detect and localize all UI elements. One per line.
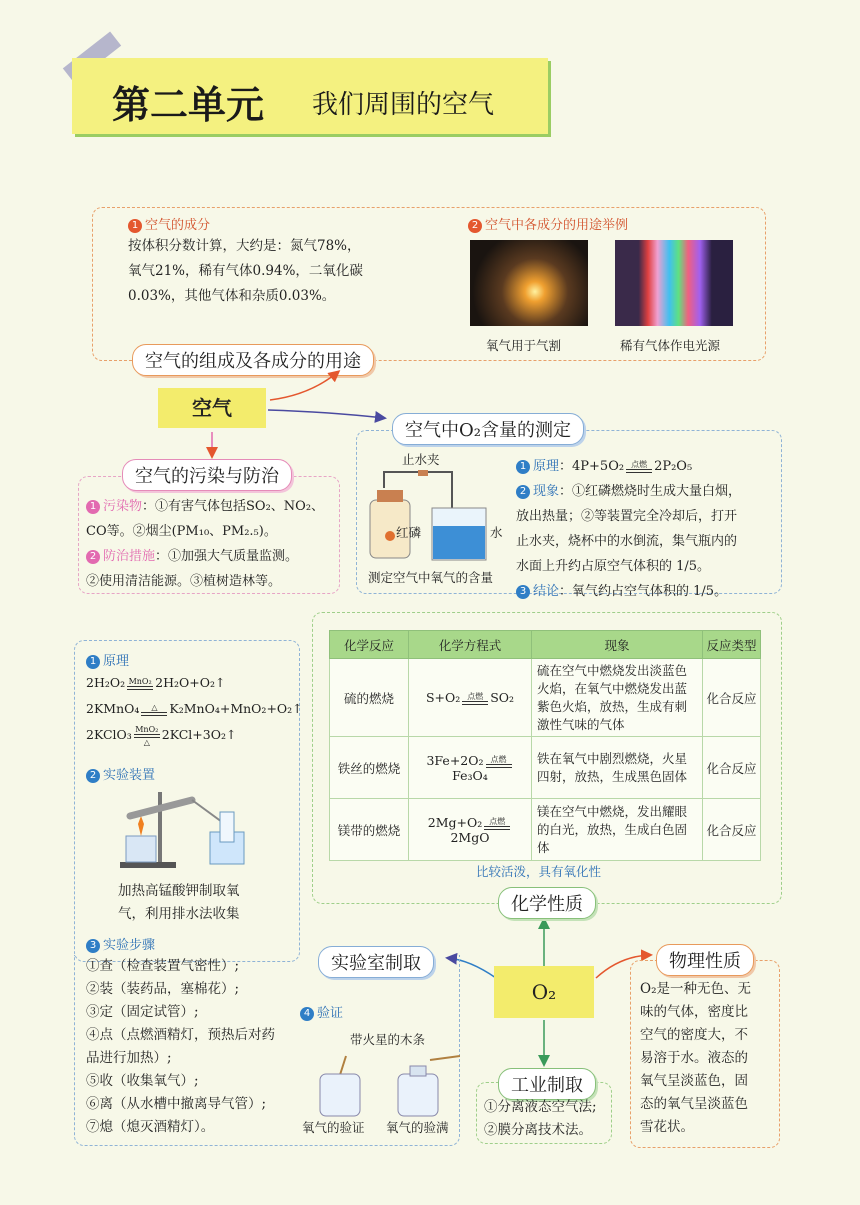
verify-stick-label: 带火星的木条 bbox=[350, 1032, 426, 1047]
chem-label: 化学性质 bbox=[498, 887, 596, 919]
number-2-icon: 2 bbox=[86, 550, 100, 564]
photo1-caption: 氧气用于气割 bbox=[486, 338, 562, 353]
verify-caption-2: 氧气的验满 bbox=[386, 1120, 449, 1135]
composition-label: 空气的组成及各成分的用途 bbox=[132, 344, 374, 376]
col-header-type: 反应类型 bbox=[703, 631, 761, 659]
lab-apparatus-head: 2 实验装置 bbox=[86, 764, 155, 783]
lab-equations: 2H₂O₂ MnO₂ 2H₂O+O₂↑ 2KMnO₄ △ K₂MnO₄+MnO₂+O₂↑ 2KClO₃ $\frac{\text{MnO₂}}{\triangle}$ 2KCl+3O₂↑ bbox=[86, 675, 303, 747]
number-1-icon: 1 bbox=[128, 219, 142, 233]
number-3-icon: 3 bbox=[86, 939, 100, 953]
lab-apparatus-drawing bbox=[110, 786, 260, 876]
page-title: 我们周围的空气 bbox=[312, 90, 495, 120]
verify-bottles-drawing bbox=[310, 1050, 460, 1118]
clamp-label: 止水夹 bbox=[402, 452, 440, 467]
phosphorus-label: 红磷 bbox=[396, 525, 422, 540]
number-1-icon: 1 bbox=[516, 460, 530, 474]
col-header-phenomenon: 现象 bbox=[532, 631, 703, 659]
physical-text: O₂是一种无色、无 味的气体，密度比 空气的密度大，不 易溶于水。液态的 氧气呈淡蓝色，固 态的氧气呈淡蓝色 雪花状。 bbox=[640, 981, 751, 1135]
verify-caption-1: 氧气的验证 bbox=[302, 1120, 365, 1135]
o2-measure-label: 空气中O₂含量的测定 bbox=[392, 413, 584, 445]
composition-head: 1 空气的成分 bbox=[128, 214, 210, 233]
number-4-icon: 4 bbox=[300, 1007, 314, 1021]
pollution-label: 空气的污染与防治 bbox=[122, 459, 292, 491]
chem-reaction-table bbox=[329, 630, 761, 861]
physical-label: 物理性质 bbox=[656, 944, 754, 976]
chem-note: 比较活泼，具有氧化性 bbox=[476, 864, 602, 879]
photo2-caption: 稀有气体作电光源 bbox=[620, 338, 721, 353]
col-header-reaction: 化学反应 bbox=[330, 631, 409, 659]
number-1-icon: 1 bbox=[86, 655, 100, 669]
measure-text: 1 原理：4P+5O₂ 点燃 2P₂O₅ 2 现象：①红磷燃烧时生成大量白烟， 放出热量；②等装置完全冷却后，打开 止水夹，烧杯中的水倒流，集气瓶内的 水面上升约占原空气体积的 1/5。 3 结论：氧气约占空气体积的 1/5。 bbox=[516, 459, 742, 599]
uses-head: 2 空气中各成分的用途举例 bbox=[468, 214, 628, 233]
composition-text: 按体积分数计算，大约是：氮气78%， 氧气21%，稀有气体0.94%，二氧化碳 0.03%，其他气体和杂质0.03%。 bbox=[128, 238, 363, 304]
lab-steps-head: 3 实验步骤 bbox=[86, 934, 155, 953]
lab-steps: ①查（检查装置气密性）; ②装（装药品，塞棉花）; ③定（固定试管）; ④点（点燃酒精灯，预热后对药 品进行加热）; ⑤收（收集氧气）; ⑥离（从水槽中撤离导气管）; ⑦熄（熄灭酒精灯）。 bbox=[86, 958, 275, 1135]
number-2-icon: 2 bbox=[86, 769, 100, 783]
number-3-icon: 3 bbox=[516, 585, 530, 599]
industrial-text: ①分离液态空气法; ②膜分离技术法。 bbox=[484, 1099, 597, 1138]
condition-mark: 点燃 bbox=[626, 460, 652, 473]
apparatus-caption: 加热高锰酸钾制取氧 气，利用排水法收集 bbox=[118, 883, 240, 922]
col-header-equation: 化学方程式 bbox=[409, 631, 532, 659]
number-2-icon: 2 bbox=[468, 219, 482, 233]
table-row: 硫的燃烧 S+O₂ 点燃 SO₂ 硫在空气中燃烧发出淡蓝色火焰，在氧气中燃烧发出蓝紫色火焰，放热，生成有刺激性气味的气体 化合反应 bbox=[330, 659, 761, 737]
number-2-icon: 2 bbox=[516, 485, 530, 499]
air-node: 空气 bbox=[158, 388, 266, 428]
water-label: 水 bbox=[490, 525, 503, 540]
measure-caption: 测定空气中氧气的含量 bbox=[368, 570, 494, 585]
pollution-text: 1 污染物：①有害气体包括SO₂、NO₂、 CO等。②烟尘(PM₁₀、PM₂.₅)。 2 防治措施：①加强大气质量监测。 ②使用清洁能源。③植树造林等。 bbox=[86, 499, 325, 589]
table-row: 镁带的燃烧 2Mg+O₂ 点燃 2MgO 镁在空气中燃烧，发出耀眼的白光，放热，生成白色固体 化合反应 bbox=[330, 799, 761, 861]
table-row: 铁丝的燃烧 3Fe+2O₂ 点燃 Fe₃O₄ 铁在氧气中剧烈燃烧，火星四射，放热，生成黑色固体 化合反应 bbox=[330, 737, 761, 799]
lab-label: 实验室制取 bbox=[318, 946, 434, 978]
number-1-icon: 1 bbox=[86, 500, 100, 514]
lab-principle-head: 1 原理 bbox=[86, 650, 129, 669]
o2-node: O₂ bbox=[494, 966, 594, 1018]
verify-head: 4 验证 bbox=[300, 1002, 343, 1021]
industrial-label: 工业制取 bbox=[498, 1068, 596, 1100]
unit-title: 第二单元 bbox=[112, 83, 265, 127]
